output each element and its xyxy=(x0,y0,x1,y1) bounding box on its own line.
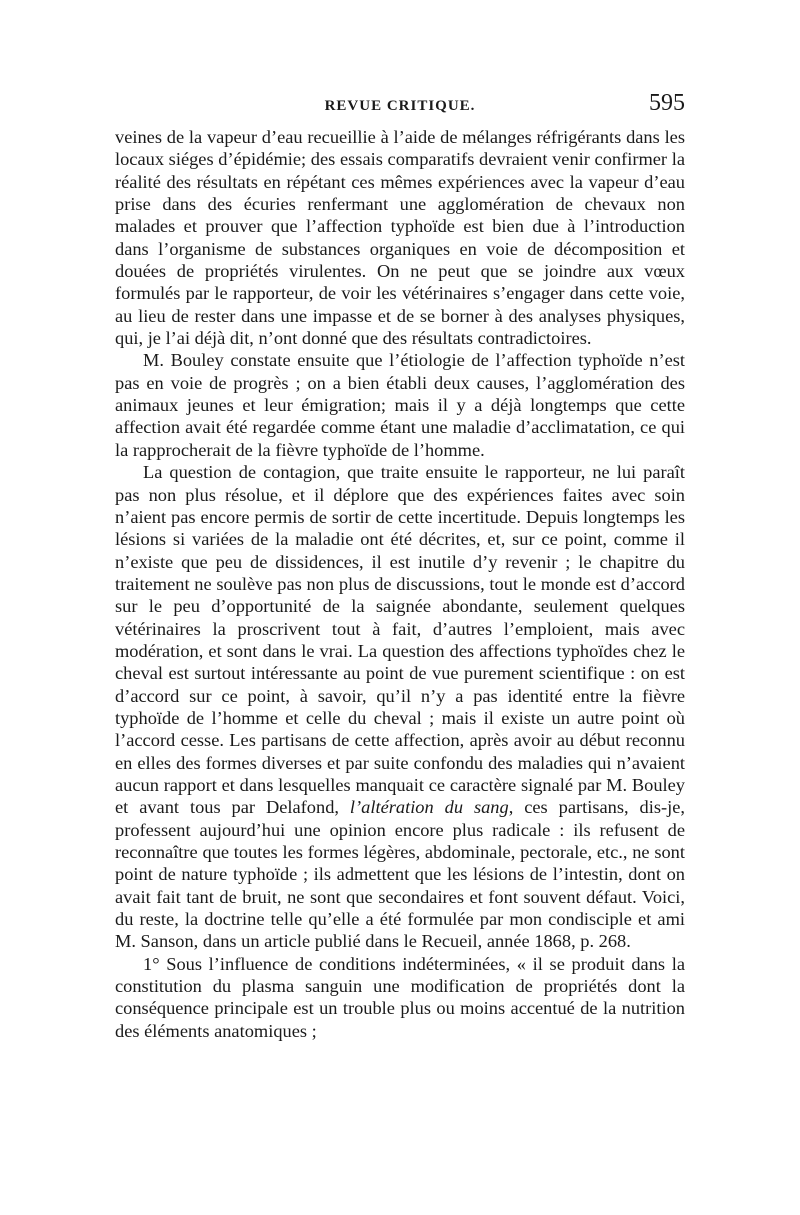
body-text xyxy=(115,126,685,1042)
paragraph-1: veines de la vapeur d’eau recueillie à l’aide de mélanges réfrigérants dans les locaux siéges d’épidémie; des essais comparatifs devraient venir confirmer la réalité des résultats en répétant ces mêmes expériences avec la vapeur d’eau prise dans des écuries renfermant une agglomération de chevaux non malades et prouver que l’affection typhoïde est bien due à l’introduction dans l’organisme de substances organiques en voie de décomposition et douées de propriétés virulentes. On ne peut que se joindre aux vœux formulés par le rapporteur, de voir les vétérinaires s’engager dans cette voie, au lieu de rester dans une impasse et de se borner à des analyses physiques, qui, je l’ai déjà dit, n’ont donné que des résultats contradictoires. xyxy=(115,127,685,349)
italic-phrase: l’altération du sang xyxy=(349,797,509,818)
paragraph-3-part-2: , ces partisans, dis-je, professent aujourd’hui une opinion encore plus radicale : ils refusent de reconnaître que toutes les formes légères, abdominale, pectorale, etc., ne sont point de nature typhoïde ; ils admettent que les lésions de l’intestin, dont on avait fait tant de bruit, ne sont que secondaires et font souvent défaut. Voici, du reste, la doctrine telle qu’elle a été formulée par mon condisciple et ami M. Sanson, dans un article publié dans le Recueil, année 1868, p. 268. xyxy=(115,797,686,952)
paragraph-4: 1° Sous l’influence de conditions indéterminées, « il se produit dans la constitution du plasma sanguin une modification de propriétés dont la conséquence principale est un trouble plus ou moins accentué de la nutrition des éléments anatomiques ; xyxy=(115,953,685,1041)
running-title: REVUE CRITIQUE. xyxy=(324,98,476,114)
paragraph-3 xyxy=(115,461,685,953)
paragraph-2: M. Bouley constate ensuite que l’étiologie de l’affection typhoïde n’est pas en voie de progrès ; on a bien établi deux causes, l’agglomération des animaux jeunes et leur émigration; mais il y a déjà longtemps que cette affection avait été regardée comme étant une maladie d’acclimatation, ce qui la rapprocherait de la fièvre typhoïde de l’homme. xyxy=(115,350,685,460)
page-header xyxy=(115,90,685,126)
page-number: 595 xyxy=(649,90,685,116)
paragraph-3-part-1: La question de contagion, que traite ensuite le rapporteur, ne lui paraît pas non plus résolue, et il déplore que des expériences faites avec soin n’aient pas encore permis de sortir de cette incertitude. Depuis longtemps les lésions si variées de la maladie ont été décrites, et, sur ce point, comme il n’existe que peu de dissidences, il est inutile d’y revenir ; le chapitre du traitement ne soulève pas non plus de discussions, tout le monde est d’accord sur le peu d’opportunité de la saignée abondante, seulement quelques vétérinaires la proscrivent tout à fait, d’autres l’emploient, mais avec modération, et sont dans le vrai. La question des affections typhoïdes chez le cheval est surtout intéressante au point de vue purement scientifique : on est d’accord sur ce point, à savoir, qu’il n’y a pas identité entre la fièvre typhoïde de l’homme et celle du cheval ; mais il existe un autre point où l’accord cesse. Les partisans de cette affection, après avoir au début reconnu en elles des formes diverses et par suite confondu des maladies qui n’avaient aucun rapport et dans lesquelles manquait ce caractère signalé par M. Bouley et avant tous par Delafond, xyxy=(115,462,685,818)
